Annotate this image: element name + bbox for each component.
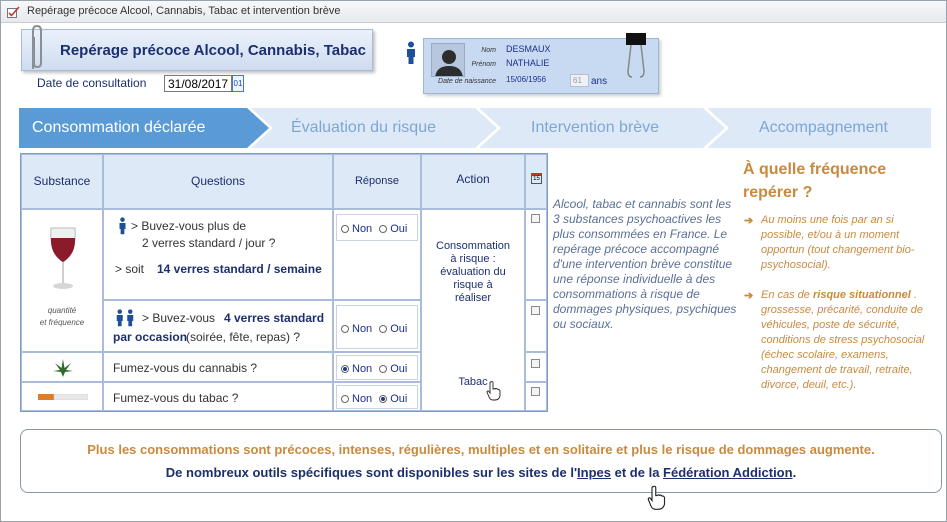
arrow-right-icon: ➔ [744,215,754,227]
radio-non-1[interactable] [341,225,349,233]
action-alcohol[interactable]: Consommation à risque : évaluation du risque à réaliser [436,240,510,304]
q-occasion-quantity: 4 verres standard [224,311,325,325]
substance-alcohol [21,209,103,352]
response-box-3 [336,355,418,380]
q-alcohol-daily-l2: 2 verres standard / jour ? [142,236,276,250]
response-cell-2 [333,300,421,352]
consultation-date-label: Date de consultation [37,76,147,90]
radio-non-4-label[interactable]: Non [352,393,373,405]
substance-cannabis [21,352,103,382]
step-evaluation[interactable]: Évaluation du risque [291,119,436,136]
patient-age: 61 [570,74,589,87]
q-cannabis: Fumez-vous du cannabis ? [113,361,258,375]
window-title: Repérage précoce Alcool, Cannabis, Tabac et intervention brève [27,5,341,17]
response-box-1 [336,214,418,241]
row-checkbox-2[interactable] [531,306,540,315]
radio-oui-1-label[interactable]: Oui [390,223,408,235]
response-cell-1 [333,209,421,300]
patient-birthdate: 15/06/1956 [506,75,547,84]
header-questions: Questions [103,154,333,209]
binder-clip-icon [623,31,649,79]
header-action: Action [421,154,525,209]
radio-non-2[interactable] [341,325,349,333]
frequency-title-l2: repérer ? [743,184,813,201]
radio-oui-3[interactable] [379,365,387,373]
resources-mid: et de la [611,465,664,480]
check-cell-3 [525,352,547,382]
header-reponse: Réponse [333,154,421,209]
calendar-icon[interactable]: 15 [531,173,542,184]
calendar-button[interactable]: 01 [232,75,244,92]
action-tabac[interactable]: Tabac [458,376,488,388]
person-icon [405,41,417,65]
frequency-item-2-text [761,288,939,393]
radio-oui-3-label[interactable]: Oui [390,363,408,375]
radio-group-1 [341,223,407,235]
q-alcohol-weekly-prefix: > soit [115,262,145,276]
response-cell-3 [333,352,421,382]
question-cannabis [103,352,333,382]
radio-non-2-label[interactable]: Non [352,323,373,335]
response-box-2 [336,305,418,349]
arrow-right-icon: ➔ [744,290,754,302]
radio-oui-1[interactable] [379,225,387,233]
radio-group-2 [341,323,407,335]
radio-non-4[interactable] [341,395,349,403]
radio-non-3-label[interactable]: Non [352,363,373,375]
frequency-item-1 [744,213,939,273]
patient-prenom: NATHALIE [506,58,550,68]
page-title: Repérage précoce Alcool, Cannabis, Tabac [60,42,366,59]
patient-birthdate-label: Date de naissance [438,78,496,85]
step-consommation[interactable]: Consommation déclarée [32,119,206,136]
cannabis-leaf-icon [51,356,75,380]
header-substance: Substance [21,154,103,209]
resources-prefix: De nombreux outils spécifiques sont disponibles sur les sites de l' [165,465,578,480]
wine-glass-icon [47,224,79,292]
radio-oui-4[interactable] [379,395,387,403]
frequency-item-2-bold: risque situationnel [812,289,911,301]
two-persons-icon [114,309,136,327]
q-tobacco: Fumez-vous du tabac ? [113,391,239,405]
cigarette-icon [38,394,88,400]
patient-prenom-label: Prénom [471,61,496,68]
federation-addiction-link[interactable]: Fédération Addiction [663,465,793,480]
inpes-link[interactable]: Inpes [577,465,612,480]
radio-oui-2-label[interactable]: Oui [390,323,408,335]
header-calendar[interactable] [525,154,547,209]
frequency-title [743,158,886,204]
radio-oui-2[interactable] [379,325,387,333]
patient-nom: DESMAUX [506,44,551,54]
frequency-item-1-text: Au moins une fois par an si possible, et/ou à un moment opportun (tout changement bio-psychosocial). [761,214,915,271]
patient-age-unit: ans [591,76,608,87]
radio-oui-4-label[interactable]: Oui [390,393,408,405]
patient-nom-label: Nom [481,47,496,54]
app-icon [7,6,20,18]
radio-non-1-label[interactable]: Non [352,223,373,235]
q-occasion-prefix: > Buvez-vous [142,311,216,325]
check-cell-4 [525,382,547,411]
radio-group-4 [341,393,407,405]
check-cell-2 [525,300,547,352]
hand-cursor-icon [486,381,502,401]
response-cell-4 [333,382,421,411]
consultation-date-input[interactable] [164,75,232,92]
row-checkbox-3[interactable] [531,359,540,368]
row-checkbox-4[interactable] [531,387,540,396]
action-cell [421,209,525,411]
step-navigation [19,108,931,148]
question-tobacco [103,382,333,411]
q-occasion-detail: (soirée, fête, repas) ? [186,330,301,344]
frequency-item-2 [744,288,939,393]
person-icon [118,217,127,235]
screening-table [20,153,548,412]
info-paragraph: Alcool, tabac et cannabis sont les 3 substances psychoactives les plus consommées en France. Le repérage précoce accompagné d'une intervention brève constitue une réponse individuelle à des consommations à risque de dommages physiques, psychiques ou sociaux. [553,197,737,331]
title-bar [1,1,946,23]
step-accompagnement[interactable]: Accompagnement [759,119,888,136]
row-checkbox-1[interactable] [531,214,540,223]
frequency-title-l1: À quelle fréquence [743,161,887,178]
frequency-item-2-pre: En cas de [761,289,813,301]
hand-cursor-icon [647,485,667,511]
frequency-item-2-post: . grossesse, précarité, conduite de véhicules, poste de sécurité, conditions de stress psychosocial (échec scolaire, examens, changement de travail, retraite, divorce, deuil, etc.). [761,289,925,391]
bottom-warning: Plus les consommations sont précoces, intenses, régulières, multiples et en solitaire et plus le risque de dommages augmente. [87,442,875,457]
q-alcohol-weekly-value: 14 verres standard / semaine [157,262,322,276]
bottom-info-panel [20,429,942,493]
bottom-resources [21,465,941,480]
check-cell-1 [525,209,547,300]
question-alcohol-daily [103,209,333,300]
question-alcohol-occasion [103,300,333,352]
q-alcohol-daily-l1: > Buvez-vous plus de [131,219,247,233]
paperclip-icon [21,23,51,73]
q-occasion-label: par occasion [113,330,188,344]
resources-suffix: . [792,465,797,480]
radio-non-3[interactable] [341,365,349,373]
step-intervention[interactable]: Intervention brève [531,119,660,136]
substance-tobacco [21,382,103,411]
radio-group-3 [341,363,407,375]
substance-caption: quantité et fréquence [39,306,85,327]
page-header [21,29,373,71]
response-box-4 [336,385,418,409]
